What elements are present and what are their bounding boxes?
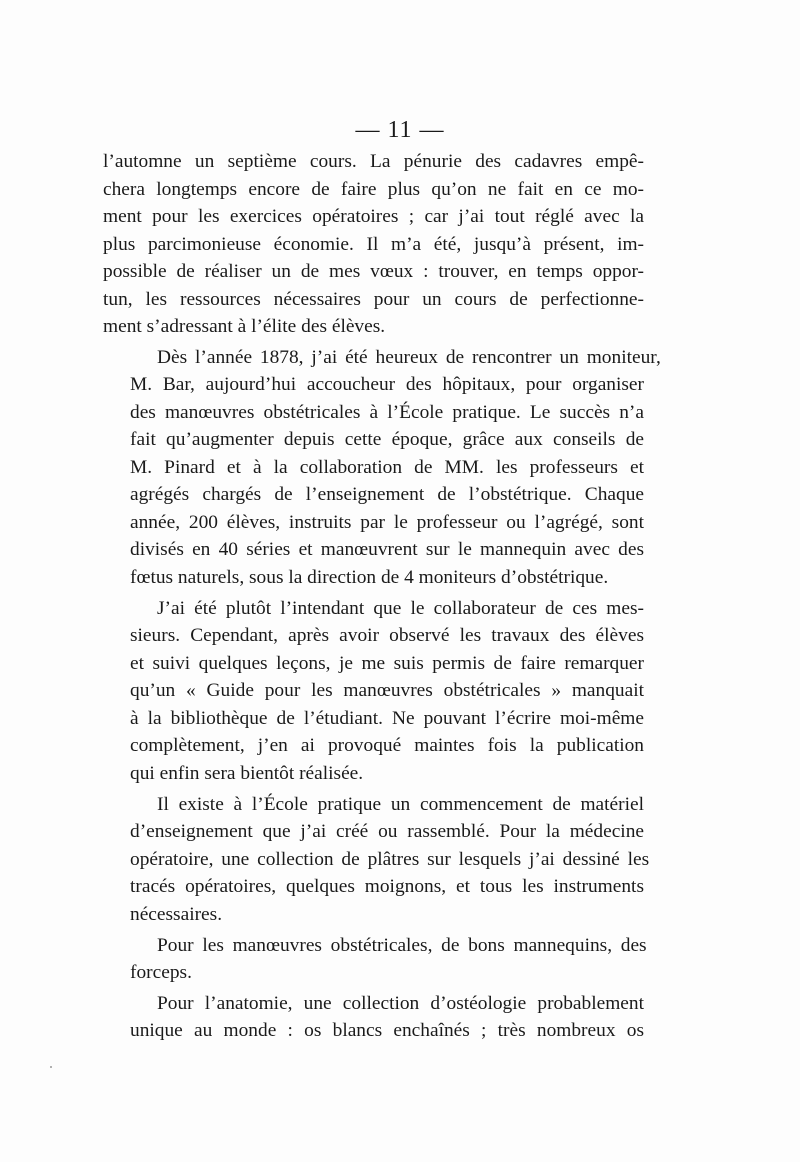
paragraph-5 (103, 932, 647, 987)
paragraph-2 (103, 344, 661, 592)
text-line: d’enseignement que j’ai créé ou rassemblé. Pour la médecine (130, 821, 644, 843)
page-number: — 11 — (355, 117, 445, 143)
text-line: Pour les manœuvres obstétricales, de bons mannequins, des (157, 934, 647, 956)
text-line: forceps. (130, 962, 192, 984)
text-line: complètement, j’en ai provoqué maintes fois la publication (130, 735, 644, 757)
text-line: possible de réaliser un de mes vœux : trouver, en temps oppor- (103, 261, 644, 282)
text-line: à la bibliothèque de l’étudiant. Ne pouvant l’écrire moi-même (130, 707, 644, 729)
text-line: J’ai été plutôt l’intendant que le collaborateur de ces mes- (157, 597, 644, 619)
text-line: des manœuvres obstétricales à l’École pratique. Le succès n’a (130, 401, 644, 423)
text-line: Il existe à l’École pratique un commencement de matériel (157, 793, 644, 815)
text-line: ment pour les exercices opératoires ; car j’ai tout réglé avec la (103, 206, 644, 227)
text-line: Pour l’anatomie, une collection d’ostéologie probablement (157, 992, 644, 1014)
text-line: M. Pinard et à la collaboration de MM. les professeurs et (130, 456, 644, 478)
paper-speck (50, 1066, 52, 1068)
text-line: fait qu’augmenter depuis cette époque, grâce aux conseils de (130, 429, 644, 451)
text-line: tracés opératoires, quelques moignons, et tous les instruments (130, 876, 644, 898)
paragraph-6 (103, 990, 644, 1045)
text-line: sieurs. Cependant, après avoir observé les travaux des élèves (130, 625, 644, 647)
text-line: tun, les ressources nécessaires pour un cours de perfectionne- (103, 288, 644, 310)
text-line: nécessaires. (130, 903, 223, 925)
text-line: opératoire, une collection de plâtres sur lesquels j’ai dessiné les (130, 848, 650, 870)
text-line: agrégés chargés de l’enseignement de l’obstétrique. Chaque (130, 484, 644, 506)
text-line: chera longtemps encore de faire plus qu’on ne fait en ce mo- (103, 178, 644, 200)
text-line: et suivi quelques leçons, je me suis permis de faire remarquer (130, 652, 644, 674)
paragraph-3 (103, 595, 644, 788)
text-line: fœtus naturels, sous la direction de 4 moniteurs d’obstétrique. (130, 566, 609, 588)
text-line: ment s’adressant à l’élite des élèves. (103, 316, 386, 337)
text-line: Dès l’année 1878, j’ai été heureux de rencontrer un moniteur, (157, 346, 661, 368)
text-line: qui enfin sera bientôt réalisée. (130, 762, 364, 784)
text-line: année, 200 élèves, instruits par le professeur ou l’agrégé, sont (130, 511, 644, 533)
paragraph-4 (103, 791, 650, 929)
text-line: qu’un « Guide pour les manœuvres obstétricales » manquait (130, 680, 644, 702)
text-line: unique au monde : os blancs enchaînés ; très nombreux os (130, 1020, 644, 1042)
paragraph-1 (103, 148, 644, 341)
text-line: divisés en 40 séries et manœuvrent sur le mannequin avec des (130, 539, 644, 561)
text-line: M. Bar, aujourd’hui accoucheur des hôpitaux, pour organiser (130, 374, 644, 396)
body-text (103, 148, 661, 1048)
text-line: plus parcimonieuse économie. Il m’a été, jusqu’à présent, im- (103, 233, 644, 255)
text-line: l’automne un septième cours. La pénurie des cadavres empê- (103, 151, 644, 172)
